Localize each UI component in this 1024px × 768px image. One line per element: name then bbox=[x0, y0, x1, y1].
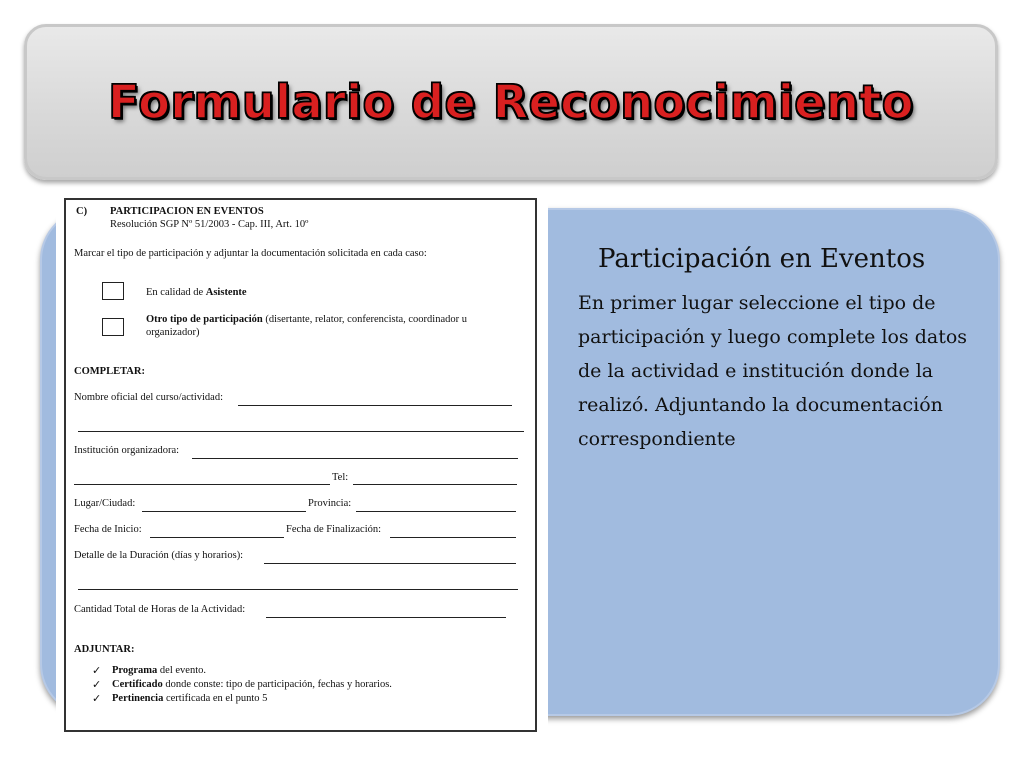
section-letter: C) bbox=[76, 206, 88, 217]
field-institucion[interactable] bbox=[192, 458, 518, 459]
label-fecha-inicio: Fecha de Inicio: bbox=[74, 524, 142, 535]
instruction-text: Marcar el tipo de participación y adjuntar la documentación solicitada en cada caso: bbox=[74, 248, 427, 259]
adjuntar-heading: ADJUNTAR: bbox=[74, 644, 135, 655]
checkbox-otro[interactable] bbox=[102, 318, 124, 336]
field-tel[interactable] bbox=[353, 484, 517, 485]
label-institucion: Institución organizadora: bbox=[74, 445, 180, 456]
slide-title: Formulario de Reconocimiento bbox=[108, 75, 914, 129]
section-title: PARTICIPACION EN EVENTOS bbox=[110, 206, 264, 217]
label-lugar: Lugar/Ciudad: bbox=[74, 498, 136, 509]
label-detalle: Detalle de la Duración (días y horarios): bbox=[74, 550, 244, 561]
field-cantidad[interactable] bbox=[266, 617, 506, 618]
field-detalle[interactable] bbox=[264, 563, 516, 564]
check-icon: ✓ bbox=[92, 693, 102, 705]
adjuntar-item-pertinencia: Pertinencia certificada en el punto 5 bbox=[112, 693, 268, 704]
field-provincia[interactable] bbox=[356, 511, 516, 512]
option-otro: Otro tipo de participación (disertante, relator, conferencista, coordinador u bbox=[146, 314, 468, 325]
checkbox-asistente[interactable] bbox=[102, 282, 124, 300]
adjuntar-item-programa: Programa del evento. bbox=[112, 665, 206, 676]
field-nombre-curso[interactable] bbox=[238, 405, 512, 406]
check-icon: ✓ bbox=[92, 665, 102, 677]
label-fecha-fin: Fecha de Finalización: bbox=[286, 524, 382, 535]
form-frame bbox=[64, 198, 537, 732]
form-document-image bbox=[56, 190, 548, 746]
field-nombre-curso-line2[interactable] bbox=[78, 431, 524, 432]
resolution-text: Resolución SGP Nº 51/2003 - Cap. III, Art. 10º bbox=[110, 219, 309, 230]
field-fecha-inicio[interactable] bbox=[150, 537, 284, 538]
adjuntar-item-certificado: Certificado donde conste: tipo de participación, fechas y horarios. bbox=[112, 679, 392, 690]
completar-heading: COMPLETAR: bbox=[74, 366, 145, 377]
option-asistente: En calidad de Asistente bbox=[146, 287, 247, 298]
field-fecha-fin[interactable] bbox=[390, 537, 516, 538]
option-otro-line2: organizador) bbox=[146, 327, 200, 338]
field-lugar[interactable] bbox=[142, 511, 306, 512]
title-banner bbox=[24, 24, 998, 180]
panel-heading: Participación en Eventos bbox=[598, 244, 926, 274]
panel-body-text: En primer lugar seleccione el tipo de participación y luego complete los datos de la actividad e institución donde la realizó. Adjuntando la documentación correspondiente bbox=[578, 292, 968, 450]
label-cantidad: Cantidad Total de Horas de la Actividad: bbox=[74, 604, 246, 615]
field-institucion-line2[interactable] bbox=[74, 484, 330, 485]
check-icon: ✓ bbox=[92, 679, 102, 691]
label-provincia: Provincia: bbox=[308, 498, 352, 509]
field-detalle-line2[interactable] bbox=[78, 589, 518, 590]
label-tel: Tel: bbox=[332, 472, 349, 483]
label-nombre-curso: Nombre oficial del curso/actividad: bbox=[74, 392, 223, 403]
